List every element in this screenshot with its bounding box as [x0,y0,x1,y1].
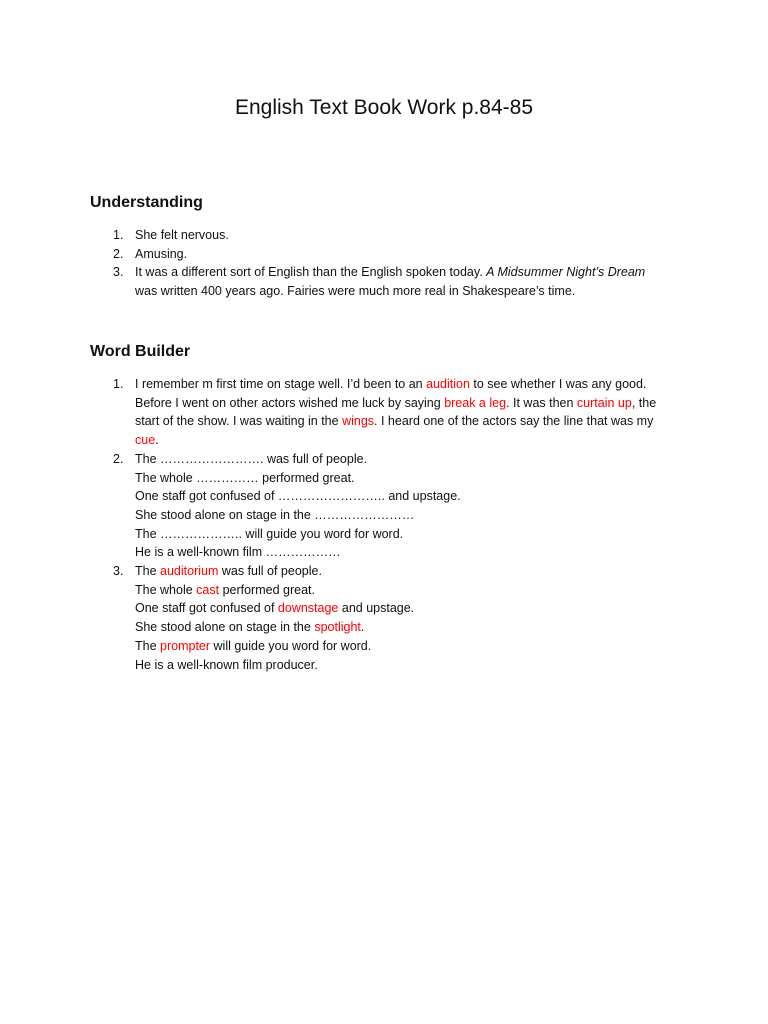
text-segment: She felt nervous. [135,228,229,242]
text-segment: start of the show. I was waiting in the [135,414,343,429]
highlighted-answer: wings [342,414,375,429]
highlighted-answer: curtain up [576,395,632,410]
list-item-line [135,599,680,618]
text-segment: It was a different sort of English than the English spoken today. [135,265,487,280]
highlighted-answer: downstage [277,601,339,616]
text-segment: He is a well-known film producer. [135,657,318,672]
list-item-number: 1. [113,228,124,242]
list-item-number: 2. [113,246,124,261]
list-item-number: 3. [113,564,124,579]
list-item-line [135,431,680,450]
list-item-line [135,581,680,600]
highlighted-answer: audition [426,377,470,391]
text-segment: will guide you word for word. [210,638,372,653]
highlighted-answer: spotlight [314,620,361,635]
list-item-line [135,469,680,488]
list-item-number: 1. [113,377,124,391]
section-heading-understanding: Understanding [90,194,203,211]
list-item [90,562,680,674]
list-item [90,375,680,450]
list-item-line [135,375,680,394]
list-item-line [135,656,680,675]
text-segment: The [135,564,161,579]
text-segment: was written 400 years ago. Fairies were much more real in Shakespeare’s time. [135,284,576,299]
text-segment: to see whether I was any good. [469,377,647,391]
text-segment: . [360,620,365,635]
list-item [90,226,680,245]
text-segment: The whole [135,582,197,597]
list-item-number: 2. [113,451,124,466]
italic-title-text: A Midsummer Night’s Dream [486,265,646,280]
list-item-line [135,282,680,301]
text-segment: performed great. [219,582,315,597]
list-item-line [135,543,680,562]
list-item-line [135,450,680,469]
text-segment: She stood alone on stage in the …………………… [135,507,415,522]
list-item-line [135,506,680,525]
text-segment: . It was then [506,395,577,410]
list-item-line [135,226,680,245]
text-segment: One staff got confused of …………………….. and upstage. [135,489,461,504]
text-segment: , the [631,395,657,410]
text-segment: She stood alone on stage in the [135,620,315,635]
highlighted-answer: break a leg [444,395,507,410]
list-item-line [135,637,680,656]
list-item [90,245,680,264]
text-segment: Before I went on other actors wished me luck by saying [135,395,445,410]
list-item-line [135,562,680,581]
list-item [90,450,680,562]
section-heading-word-builder: Word Builder [90,343,191,360]
word-builder-list [90,375,680,674]
list-item-line [135,245,680,264]
text-segment: was full of people. [218,564,322,579]
understanding-list [90,226,680,301]
highlighted-answer: cast [196,582,220,597]
text-segment: and upstage. [338,601,415,616]
text-segment: One staff got confused of [135,601,278,616]
list-item [90,263,680,300]
list-item-line [135,263,680,282]
list-item-line [135,525,680,544]
list-item-number: 3. [113,265,124,280]
highlighted-answer: cue [135,433,156,448]
text-segment: The whole …………… performed great. [135,470,355,485]
highlighted-answer: auditorium [160,564,219,579]
text-segment: . I heard one of the actors say the line that was my [374,414,654,429]
list-item-line [135,394,680,413]
text-segment: The [135,638,161,653]
highlighted-answer: prompter [160,638,211,653]
page-title: English Text Book Work p.84-85 [234,96,534,119]
list-item-line [135,487,680,506]
text-segment: Amusing. [135,246,188,261]
list-item-line [135,412,680,431]
text-segment: I remember m first time on stage well. I’d been to an [135,377,427,391]
text-segment: The ……………….. will guide you word for word. [135,526,404,541]
list-item-line [135,618,680,637]
text-segment: He is a well-known film ……………… [135,545,341,560]
text-segment: The ……………………. was full of people. [135,451,368,466]
text-segment: . [155,433,159,448]
